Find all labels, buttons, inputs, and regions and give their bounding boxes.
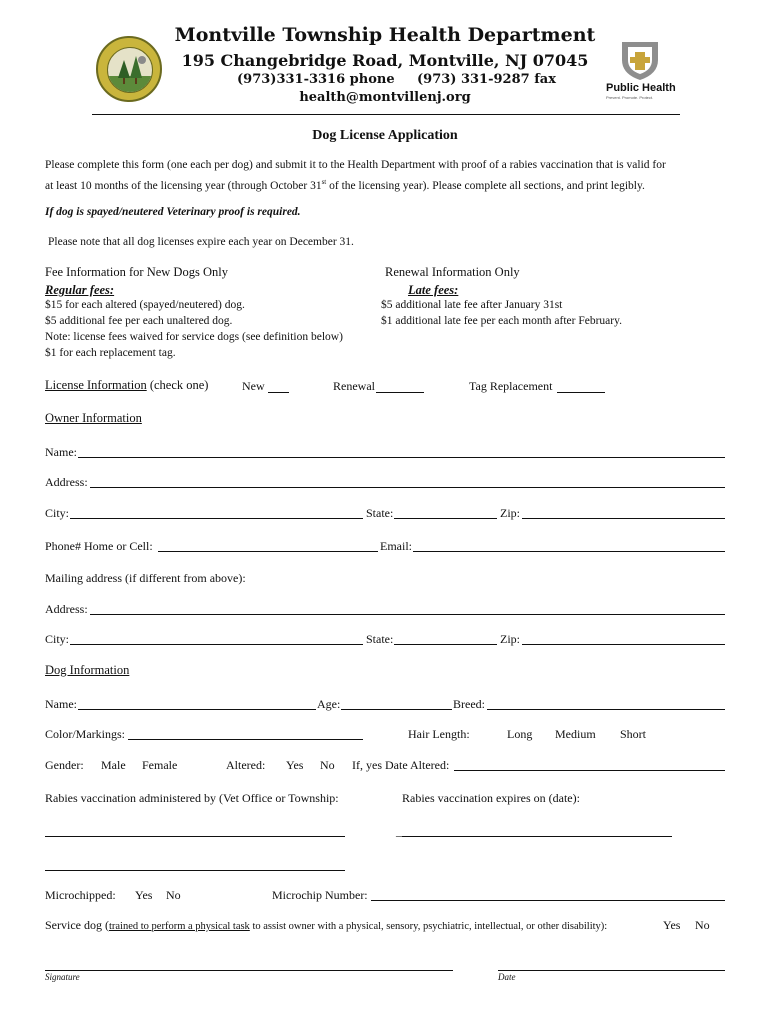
- rabies-administered-field-1[interactable]: [45, 836, 345, 837]
- dog-name-field[interactable]: [78, 709, 316, 710]
- mailing-state-field[interactable]: [394, 644, 497, 645]
- dog-color-field[interactable]: [128, 739, 363, 740]
- microchipped-label: Microchipped:: [45, 888, 116, 902]
- dog-breed-label: Breed:: [453, 697, 485, 711]
- regular-fees-label: Regular fees:: [45, 283, 115, 297]
- dog-name-label: Name:: [45, 697, 77, 711]
- public-health-logo-tagline: Prevent. Promote. Protect.: [606, 95, 654, 100]
- license-renewal-label: Renewal: [333, 379, 375, 393]
- mailing-zip-label: Zip:: [500, 632, 520, 646]
- license-tag-checkbox[interactable]: [557, 392, 605, 393]
- dog-color-label: Color/Markings:: [45, 727, 125, 741]
- license-info-heading: [45, 378, 208, 393]
- mailing-zip-field[interactable]: [522, 644, 725, 645]
- signature-label: Signature: [45, 972, 80, 982]
- gender-male-option[interactable]: Male: [101, 758, 126, 772]
- regular-fee-4: $1 for each replacement tag.: [45, 347, 176, 359]
- hair-medium-option[interactable]: Medium: [555, 727, 596, 741]
- mailing-state-label: State:: [366, 632, 394, 646]
- renewal-heading: Renewal Information Only: [385, 265, 520, 279]
- owner-address-field[interactable]: [90, 487, 725, 488]
- signature-field[interactable]: [45, 970, 453, 971]
- department-fax: (973) 331-9287 fax: [417, 72, 556, 87]
- owner-email-field[interactable]: [413, 551, 725, 552]
- owner-city-field[interactable]: [70, 518, 363, 519]
- rabies-administered-field-2[interactable]: [45, 870, 345, 871]
- owner-address-label: Address:: [45, 475, 88, 489]
- dog-breed-field[interactable]: [487, 709, 725, 710]
- mailing-city-field[interactable]: [70, 644, 363, 645]
- license-tag-label: Tag Replacement: [469, 379, 553, 393]
- mailing-address-label: Mailing address (if different from above):: [45, 571, 246, 585]
- microchipped-no-option[interactable]: No: [166, 888, 181, 902]
- intro-line-2-end: of the licensing year). Please complete all sections, and print legibly.: [326, 179, 645, 192]
- seal-emblem: [107, 47, 153, 93]
- hair-short-option[interactable]: Short: [620, 727, 647, 741]
- service-dog-definition: trained to perform a physical task: [108, 921, 250, 932]
- header-divider: [92, 114, 680, 115]
- license-new-label: New: [242, 379, 265, 393]
- owner-name-field[interactable]: [78, 457, 725, 458]
- regular-fee-1: $15 for each altered (spayed/neutered) dog.: [45, 299, 245, 311]
- township-seal-logo: [96, 36, 162, 102]
- altered-date-field[interactable]: [454, 770, 725, 771]
- altered-label: Altered:: [226, 758, 266, 772]
- hair-long-option[interactable]: Long: [507, 727, 533, 741]
- intro-superscript: st: [321, 178, 327, 186]
- altered-yes-option[interactable]: Yes: [286, 758, 304, 772]
- department-email: health@montvillenj.org: [299, 90, 471, 105]
- license-renewal-checkbox[interactable]: [376, 392, 424, 393]
- rabies-expires-prefix: _: [396, 824, 402, 838]
- altered-date-label: If, yes Date Altered:: [352, 758, 450, 772]
- license-check-one: (check one): [149, 378, 209, 392]
- late-fee-1: $5 additional late fee after January 31st: [381, 299, 563, 311]
- service-dog-label: Service dog (: [45, 918, 109, 932]
- gender-female-option[interactable]: Female: [142, 758, 178, 772]
- hair-length-label: Hair Length:: [408, 727, 470, 741]
- microchip-number-field[interactable]: [371, 900, 725, 901]
- microchip-number-label: Microchip Number:: [272, 888, 368, 902]
- mailing-city-label: City:: [45, 632, 70, 646]
- public-health-shield-icon: [604, 38, 676, 82]
- late-fees-label: Late fees:: [408, 283, 459, 297]
- intro-line-2-start: at least 10 months of the licensing year (through October 31: [45, 179, 322, 192]
- tree-emblem-icon: [108, 48, 152, 92]
- signature-date-label: Date: [498, 972, 516, 982]
- intro-line-1: Please complete this form (one each per dog) and submit it to the Health Department with proof of a rabies vaccination that is valid for: [45, 159, 666, 171]
- public-health-logo: [604, 38, 676, 102]
- signature-date-field[interactable]: [498, 970, 725, 971]
- microchipped-yes-option[interactable]: Yes: [135, 888, 153, 902]
- dog-age-field[interactable]: [341, 709, 452, 710]
- owner-phone-field[interactable]: [158, 551, 378, 552]
- late-fee-2: $1 additional late fee per each month after February.: [381, 315, 622, 327]
- license-expiry-note: Please note that all dog licenses expire each year on December 31.: [48, 236, 354, 248]
- department-phone: (973)331-3316 phone: [237, 72, 395, 87]
- owner-phone-label: Phone# Home or Cell:: [45, 539, 153, 553]
- owner-email-label: Email:: [380, 539, 412, 553]
- service-dog-question: [45, 918, 607, 933]
- service-dog-description: to assist owner with a physical, sensory, psychiatric, intellectual, or other disability):: [249, 921, 608, 932]
- service-dog-yes-option[interactable]: Yes: [663, 918, 681, 932]
- dog-info-heading: Dog Information: [45, 663, 130, 677]
- department-title: Montville Township Health Department: [174, 24, 596, 46]
- altered-no-option[interactable]: No: [320, 758, 335, 772]
- license-info-title: License Information: [45, 378, 147, 392]
- rabies-expires-label: Rabies vaccination expires on (date):: [402, 791, 580, 805]
- regular-fee-2: $5 additional fee per each unaltered dog.: [45, 315, 233, 327]
- owner-state-field[interactable]: [394, 518, 497, 519]
- gender-label: Gender:: [45, 758, 84, 772]
- intro-line-2: [45, 173, 645, 195]
- mailing-address-line-label: Address:: [45, 602, 88, 616]
- owner-name-label: Name:: [45, 445, 77, 459]
- dog-age-label: Age:: [317, 697, 341, 711]
- spay-proof-note: If dog is spayed/neutered Veterinary proof is required.: [45, 206, 301, 218]
- service-dog-no-option[interactable]: No: [695, 918, 710, 932]
- owner-info-heading: Owner Information: [45, 411, 142, 425]
- license-new-checkbox[interactable]: [268, 392, 289, 393]
- regular-fee-3: Note: license fees waived for service dogs (see definition below): [45, 331, 343, 343]
- owner-zip-label: Zip:: [500, 506, 520, 520]
- form-title: Dog License Application: [312, 128, 458, 143]
- owner-state-label: State:: [366, 506, 394, 520]
- new-dog-fee-heading: Fee Information for New Dogs Only: [45, 265, 228, 279]
- department-address: 195 Changebridge Road, Montville, NJ 07045: [181, 51, 589, 70]
- rabies-administered-label: Rabies vaccination administered by (Vet Office or Township:: [45, 791, 339, 805]
- public-health-logo-text: Public Health: [606, 82, 676, 94]
- owner-city-label: City:: [45, 506, 70, 520]
- owner-zip-field[interactable]: [522, 518, 725, 519]
- mailing-address-field[interactable]: [90, 614, 725, 615]
- rabies-expires-field[interactable]: [402, 836, 672, 837]
